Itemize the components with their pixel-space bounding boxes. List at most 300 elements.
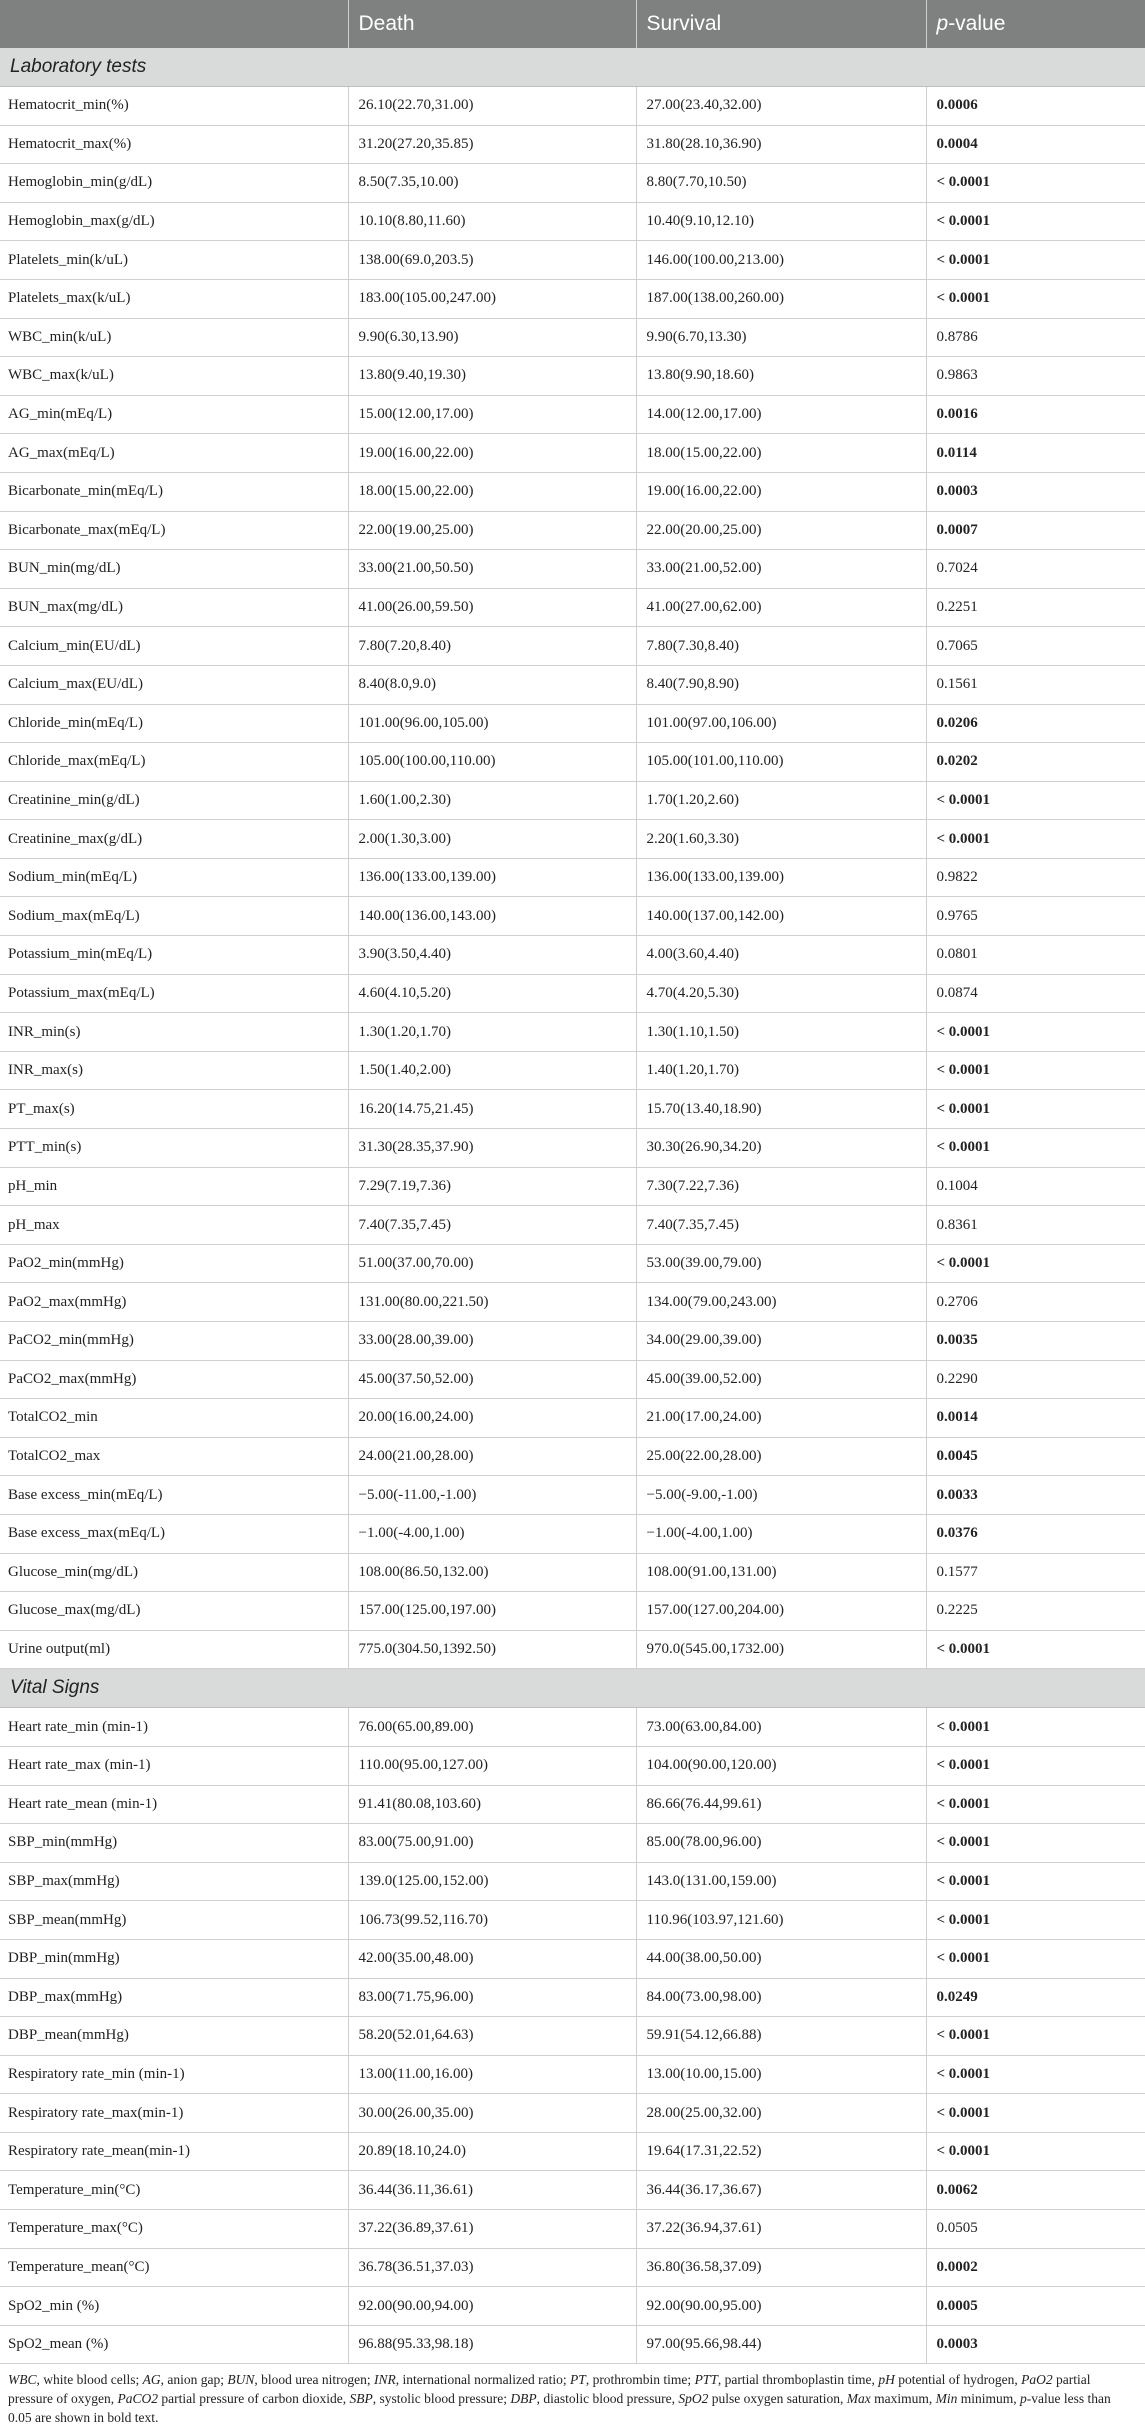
cell-death: 775.0(304.50,1392.50) xyxy=(348,1630,636,1669)
cell-survival: 36.44(36.17,36.67) xyxy=(636,2171,926,2210)
cell-p-value: 0.0874 xyxy=(926,974,1145,1013)
table-row xyxy=(0,1051,1145,1090)
cell-p-value: 0.0035 xyxy=(926,1322,1145,1361)
cell-death: 136.00(133.00,139.00) xyxy=(348,858,636,897)
table-row xyxy=(0,2210,1145,2249)
table-row xyxy=(0,1514,1145,1553)
cell-p-value: 0.8786 xyxy=(926,318,1145,357)
cell-death: 101.00(96.00,105.00) xyxy=(348,704,636,743)
header-variable xyxy=(0,0,348,48)
cell-death: −5.00(-11.00,-1.00) xyxy=(348,1476,636,1515)
cell-variable: DBP_mean(mmHg) xyxy=(0,2017,348,2056)
cell-p-value: < 0.0001 xyxy=(926,1901,1145,1940)
cell-variable: TotalCO2_max xyxy=(0,1437,348,1476)
table-row xyxy=(0,2094,1145,2133)
cell-variable: Sodium_min(mEq/L) xyxy=(0,858,348,897)
cell-p-value: 0.9822 xyxy=(926,858,1145,897)
footnote-text: pulse oxygen saturation, xyxy=(708,2391,847,2407)
cell-variable: SBP_mean(mmHg) xyxy=(0,1901,348,1940)
table-row xyxy=(0,1283,1145,1322)
cell-variable: Hemoglobin_max(g/dL) xyxy=(0,202,348,241)
cell-variable: INR_min(s) xyxy=(0,1013,348,1052)
table-row xyxy=(0,1322,1145,1361)
header-p-rest: -value xyxy=(948,12,1006,35)
cell-variable: Urine output(ml) xyxy=(0,1630,348,1669)
cell-p-value: < 0.0001 xyxy=(926,1090,1145,1129)
cell-p-value: 0.2290 xyxy=(926,1360,1145,1399)
table-row xyxy=(0,1978,1145,2017)
footnote-abbrev: Max xyxy=(846,2391,871,2407)
footnote-text: -value less than 0.05 are shown in bold text. xyxy=(8,2391,1111,2426)
footnote-text: partial pressure of carbon dioxide, xyxy=(157,2391,350,2407)
table-row xyxy=(0,1437,1145,1476)
table-row xyxy=(0,2325,1145,2364)
cell-survival: 14.00(12.00,17.00) xyxy=(636,395,926,434)
footnote-abbrev: PT xyxy=(570,2372,586,2388)
cell-p-value: 0.8361 xyxy=(926,1206,1145,1245)
cell-death: 37.22(36.89,37.61) xyxy=(348,2210,636,2249)
table-row xyxy=(0,820,1145,859)
table-row xyxy=(0,1630,1145,1669)
cell-p-value: < 0.0001 xyxy=(926,820,1145,859)
cell-p-value: 0.1561 xyxy=(926,665,1145,704)
cell-p-value: 0.9863 xyxy=(926,357,1145,396)
cell-variable: Base excess_min(mEq/L) xyxy=(0,1476,348,1515)
cell-death: 108.00(86.50,132.00) xyxy=(348,1553,636,1592)
cell-p-value: 0.0006 xyxy=(926,87,1145,126)
cell-variable: Base excess_max(mEq/L) xyxy=(0,1514,348,1553)
cell-variable: Bicarbonate_max(mEq/L) xyxy=(0,511,348,550)
cell-survival: 2.20(1.60,3.30) xyxy=(636,820,926,859)
cell-death: 2.00(1.30,3.00) xyxy=(348,820,636,859)
table-row xyxy=(0,1939,1145,1978)
cell-death: 4.60(4.10,5.20) xyxy=(348,974,636,1013)
cell-death: 157.00(125.00,197.00) xyxy=(348,1592,636,1631)
cell-survival: 19.64(17.31,22.52) xyxy=(636,2132,926,2171)
cell-variable: BUN_max(mg/dL) xyxy=(0,588,348,627)
table-row xyxy=(0,781,1145,820)
table-row xyxy=(0,395,1145,434)
cell-variable: Platelets_min(k/uL) xyxy=(0,241,348,280)
footnote-text: , anion gap; xyxy=(160,2372,228,2388)
cell-survival: 143.0(131.00,159.00) xyxy=(636,1862,926,1901)
header-p-italic: p xyxy=(936,12,949,35)
cell-death: 139.0(125.00,152.00) xyxy=(348,1862,636,1901)
cell-variable: DBP_max(mmHg) xyxy=(0,1978,348,2017)
cell-variable: Temperature_min(°C) xyxy=(0,2171,348,2210)
footnote-text: , prothrombin time; xyxy=(585,2372,695,2388)
cell-variable: SpO2_min (%) xyxy=(0,2287,348,2326)
footnote-abbrev: SpO2 xyxy=(678,2391,709,2407)
cell-survival: 25.00(22.00,28.00) xyxy=(636,1437,926,1476)
cell-variable: Bicarbonate_min(mEq/L) xyxy=(0,472,348,511)
cell-death: 8.40(8.0,9.0) xyxy=(348,665,636,704)
cell-survival: 4.70(4.20,5.30) xyxy=(636,974,926,1013)
cell-p-value: < 0.0001 xyxy=(926,1746,1145,1785)
cell-death: 13.80(9.40,19.30) xyxy=(348,357,636,396)
footnote-text: , blood urea nitrogen; xyxy=(254,2372,374,2388)
cell-p-value: < 0.0001 xyxy=(926,202,1145,241)
cell-survival: 136.00(133.00,139.00) xyxy=(636,858,926,897)
cell-survival: 21.00(17.00,24.00) xyxy=(636,1399,926,1438)
cell-p-value: 0.0801 xyxy=(926,936,1145,975)
table-row xyxy=(0,357,1145,396)
cell-p-value: < 0.0001 xyxy=(926,279,1145,318)
cell-survival: 146.00(100.00,213.00) xyxy=(636,241,926,280)
cell-survival: 27.00(23.40,32.00) xyxy=(636,87,926,126)
cell-p-value: < 0.0001 xyxy=(926,1785,1145,1824)
cell-survival: 30.30(26.90,34.20) xyxy=(636,1129,926,1168)
cell-variable: BUN_min(mg/dL) xyxy=(0,550,348,589)
cell-survival: 101.00(97.00,106.00) xyxy=(636,704,926,743)
cell-survival: 19.00(16.00,22.00) xyxy=(636,472,926,511)
cell-p-value: 0.0007 xyxy=(926,511,1145,550)
cell-survival: 73.00(63.00,84.00) xyxy=(636,1708,926,1747)
cell-death: 15.00(12.00,17.00) xyxy=(348,395,636,434)
cell-variable: Calcium_max(EU/dL) xyxy=(0,665,348,704)
cell-death: 91.41(80.08,103.60) xyxy=(348,1785,636,1824)
cell-death: 9.90(6.30,13.90) xyxy=(348,318,636,357)
header-death: Death xyxy=(348,0,636,48)
cell-survival: 28.00(25.00,32.00) xyxy=(636,2094,926,2133)
cell-variable: Glucose_max(mg/dL) xyxy=(0,1592,348,1631)
cell-p-value: 0.2251 xyxy=(926,588,1145,627)
cell-variable: Chloride_min(mEq/L) xyxy=(0,704,348,743)
cell-survival: 36.80(36.58,37.09) xyxy=(636,2248,926,2287)
cell-p-value: 0.1577 xyxy=(926,1553,1145,1592)
cell-variable: Creatinine_max(g/dL) xyxy=(0,820,348,859)
cell-variable: Potassium_max(mEq/L) xyxy=(0,974,348,1013)
cell-p-value: < 0.0001 xyxy=(926,1129,1145,1168)
table-row xyxy=(0,936,1145,975)
footnote-abbrev: SBP xyxy=(349,2391,373,2407)
cell-survival: 18.00(15.00,22.00) xyxy=(636,434,926,473)
cell-survival: 110.96(103.97,121.60) xyxy=(636,1901,926,1940)
cell-death: 31.20(27.20,35.85) xyxy=(348,125,636,164)
cell-survival: 134.00(79.00,243.00) xyxy=(636,1283,926,1322)
cell-death: 26.10(22.70,31.00) xyxy=(348,87,636,126)
cell-p-value: < 0.0001 xyxy=(926,1013,1145,1052)
cell-variable: WBC_min(k/uL) xyxy=(0,318,348,357)
cell-survival: 13.00(10.00,15.00) xyxy=(636,2055,926,2094)
cell-death: 41.00(26.00,59.50) xyxy=(348,588,636,627)
cell-death: 19.00(16.00,22.00) xyxy=(348,434,636,473)
footnote-text: , white blood cells; xyxy=(36,2372,143,2388)
cell-p-value: 0.0002 xyxy=(926,2248,1145,2287)
cell-death: 51.00(37.00,70.00) xyxy=(348,1244,636,1283)
cell-p-value: < 0.0001 xyxy=(926,2132,1145,2171)
cell-death: 31.30(28.35,37.90) xyxy=(348,1129,636,1168)
footnote-text: maximum, xyxy=(870,2391,936,2407)
cell-survival: 45.00(39.00,52.00) xyxy=(636,1360,926,1399)
cell-death: 140.00(136.00,143.00) xyxy=(348,897,636,936)
cell-death: 105.00(100.00,110.00) xyxy=(348,743,636,782)
table-row xyxy=(0,434,1145,473)
table-row xyxy=(0,1360,1145,1399)
table-row xyxy=(0,743,1145,782)
cell-p-value: 0.9765 xyxy=(926,897,1145,936)
cell-variable: AG_max(mEq/L) xyxy=(0,434,348,473)
cell-p-value: 0.0045 xyxy=(926,1437,1145,1476)
cell-survival: 140.00(137.00,142.00) xyxy=(636,897,926,936)
cell-survival: 105.00(101.00,110.00) xyxy=(636,743,926,782)
cell-survival: 59.91(54.12,66.88) xyxy=(636,2017,926,2056)
cell-death: 106.73(99.52,116.70) xyxy=(348,1901,636,1940)
cell-p-value: < 0.0001 xyxy=(926,1051,1145,1090)
cell-p-value: < 0.0001 xyxy=(926,2017,1145,2056)
cell-p-value: 0.0004 xyxy=(926,125,1145,164)
table-row xyxy=(0,858,1145,897)
cell-death: 33.00(28.00,39.00) xyxy=(348,1322,636,1361)
table-row xyxy=(0,2055,1145,2094)
cell-p-value: < 0.0001 xyxy=(926,241,1145,280)
table-row xyxy=(0,704,1145,743)
cell-variable: Heart rate_mean (min-1) xyxy=(0,1785,348,1824)
cell-variable: pH_min xyxy=(0,1167,348,1206)
cell-variable: Temperature_mean(°C) xyxy=(0,2248,348,2287)
table-row xyxy=(0,1013,1145,1052)
cell-p-value: 0.2225 xyxy=(926,1592,1145,1631)
cell-variable: Heart rate_min (min-1) xyxy=(0,1708,348,1747)
footnote-text: , systolic blood pressure; xyxy=(372,2391,511,2407)
table-row xyxy=(0,1862,1145,1901)
cell-survival: 1.30(1.10,1.50) xyxy=(636,1013,926,1052)
footnote-abbrev: AG xyxy=(142,2372,161,2388)
cell-survival: 7.30(7.22,7.36) xyxy=(636,1167,926,1206)
footnote-abbrev: INR xyxy=(373,2372,396,2388)
cell-survival: 157.00(127.00,204.00) xyxy=(636,1592,926,1631)
cell-variable: DBP_min(mmHg) xyxy=(0,1939,348,1978)
cell-death: 7.29(7.19,7.36) xyxy=(348,1167,636,1206)
cell-death: 30.00(26.00,35.00) xyxy=(348,2094,636,2133)
cell-p-value: < 0.0001 xyxy=(926,2094,1145,2133)
cell-death: 83.00(75.00,91.00) xyxy=(348,1824,636,1863)
table-row xyxy=(0,1129,1145,1168)
cell-variable: Hemoglobin_min(g/dL) xyxy=(0,164,348,203)
footnote-abbrev: PaCO2 xyxy=(117,2391,158,2407)
footnote-text: , partial thromboplastin time, xyxy=(717,2372,879,2388)
table-row xyxy=(0,1476,1145,1515)
cell-p-value: < 0.0001 xyxy=(926,2055,1145,2094)
cell-death: 1.30(1.20,1.70) xyxy=(348,1013,636,1052)
footnote-abbrev: PTT xyxy=(694,2372,718,2388)
cell-death: 36.78(36.51,37.03) xyxy=(348,2248,636,2287)
cell-death: 131.00(80.00,221.50) xyxy=(348,1283,636,1322)
table-row xyxy=(0,318,1145,357)
cell-variable: Calcium_min(EU/dL) xyxy=(0,627,348,666)
cell-survival: 92.00(90.00,95.00) xyxy=(636,2287,926,2326)
cell-variable: SBP_max(mmHg) xyxy=(0,1862,348,1901)
cell-survival: −5.00(-9.00,-1.00) xyxy=(636,1476,926,1515)
cell-p-value: 0.0014 xyxy=(926,1399,1145,1438)
table-row xyxy=(0,1553,1145,1592)
cell-survival: 104.00(90.00,120.00) xyxy=(636,1746,926,1785)
cell-death: 92.00(90.00,94.00) xyxy=(348,2287,636,2326)
cell-survival: 1.40(1.20,1.70) xyxy=(636,1051,926,1090)
cell-p-value: < 0.0001 xyxy=(926,1244,1145,1283)
cell-variable: Sodium_max(mEq/L) xyxy=(0,897,348,936)
cell-survival: −1.00(-4.00,1.00) xyxy=(636,1514,926,1553)
cell-survival: 85.00(78.00,96.00) xyxy=(636,1824,926,1863)
table-row xyxy=(0,87,1145,126)
cell-survival: 53.00(39.00,79.00) xyxy=(636,1244,926,1283)
cell-variable: Temperature_max(°C) xyxy=(0,2210,348,2249)
footnote-abbrev: DBP xyxy=(510,2391,537,2407)
cell-death: 10.10(8.80,11.60) xyxy=(348,202,636,241)
cell-variable: pH_max xyxy=(0,1206,348,1245)
cell-death: 13.00(11.00,16.00) xyxy=(348,2055,636,2094)
cell-survival: 37.22(36.94,37.61) xyxy=(636,2210,926,2249)
cell-p-value: 0.0033 xyxy=(926,1476,1145,1515)
table-row xyxy=(0,1399,1145,1438)
cell-variable: PaCO2_min(mmHg) xyxy=(0,1322,348,1361)
cell-p-value: < 0.0001 xyxy=(926,164,1145,203)
cell-survival: 22.00(20.00,25.00) xyxy=(636,511,926,550)
cell-variable: Chloride_max(mEq/L) xyxy=(0,743,348,782)
table-row xyxy=(0,1901,1145,1940)
cell-death: 76.00(65.00,89.00) xyxy=(348,1708,636,1747)
section-header xyxy=(0,1669,1145,1708)
cell-variable: Respiratory rate_min (min-1) xyxy=(0,2055,348,2094)
cell-death: 58.20(52.01,64.63) xyxy=(348,2017,636,2056)
cell-p-value: 0.7065 xyxy=(926,627,1145,666)
section-header xyxy=(0,48,1145,87)
cell-survival: 970.0(545.00,1732.00) xyxy=(636,1630,926,1669)
cell-p-value: < 0.0001 xyxy=(926,1824,1145,1863)
footnote-text: partial pressure of oxygen, xyxy=(8,2372,1091,2407)
cell-survival: 8.40(7.90,8.90) xyxy=(636,665,926,704)
table-row xyxy=(0,627,1145,666)
cell-variable: PaO2_min(mmHg) xyxy=(0,1244,348,1283)
cell-variable: Potassium_min(mEq/L) xyxy=(0,936,348,975)
cell-variable: SBP_min(mmHg) xyxy=(0,1824,348,1863)
cell-death: 83.00(71.75,96.00) xyxy=(348,1978,636,2017)
table-row xyxy=(0,1206,1145,1245)
cell-survival: 7.80(7.30,8.40) xyxy=(636,627,926,666)
cell-death: 7.80(7.20,8.40) xyxy=(348,627,636,666)
cell-variable: Glucose_min(mg/dL) xyxy=(0,1553,348,1592)
cell-survival: 41.00(27.00,62.00) xyxy=(636,588,926,627)
table-row xyxy=(0,897,1145,936)
cell-p-value: 0.2706 xyxy=(926,1283,1145,1322)
cell-survival: 13.80(9.90,18.60) xyxy=(636,357,926,396)
footnote-abbrev: Min xyxy=(935,2391,958,2407)
footnote-text: , diastolic blood pressure, xyxy=(536,2391,679,2407)
cell-variable: PT_max(s) xyxy=(0,1090,348,1129)
table-row xyxy=(0,472,1145,511)
cell-death: 42.00(35.00,48.00) xyxy=(348,1939,636,1978)
table-row xyxy=(0,2287,1145,2326)
cell-survival: 10.40(9.10,12.10) xyxy=(636,202,926,241)
cell-variable: TotalCO2_min xyxy=(0,1399,348,1438)
footnote-abbrev: WBC xyxy=(8,2372,37,2388)
table-footnote xyxy=(0,2364,1145,2427)
section-title: Laboratory tests xyxy=(0,48,1145,87)
table-row xyxy=(0,2017,1145,2056)
table-row xyxy=(0,665,1145,704)
table-row xyxy=(0,1785,1145,1824)
cell-variable: PaCO2_max(mmHg) xyxy=(0,1360,348,1399)
cell-death: 8.50(7.35,10.00) xyxy=(348,164,636,203)
cell-death: 1.60(1.00,2.30) xyxy=(348,781,636,820)
table-row xyxy=(0,2171,1145,2210)
cell-variable: Hematocrit_min(%) xyxy=(0,87,348,126)
cell-death: 33.00(21.00,50.50) xyxy=(348,550,636,589)
cell-p-value: < 0.0001 xyxy=(926,1708,1145,1747)
table-body xyxy=(0,48,1145,2364)
table-row xyxy=(0,550,1145,589)
cell-survival: 86.66(76.44,99.61) xyxy=(636,1785,926,1824)
footnote-abbrev: p xyxy=(1020,2391,1027,2407)
cell-death: 183.00(105.00,247.00) xyxy=(348,279,636,318)
footnote-abbrev: pH xyxy=(878,2372,895,2388)
table-row xyxy=(0,1244,1145,1283)
cell-p-value: 0.0249 xyxy=(926,1978,1145,2017)
cell-variable: Creatinine_min(g/dL) xyxy=(0,781,348,820)
cell-survival: 44.00(38.00,50.00) xyxy=(636,1939,926,1978)
cell-p-value: 0.0206 xyxy=(926,704,1145,743)
cell-p-value: 0.0376 xyxy=(926,1514,1145,1553)
cell-p-value: 0.0003 xyxy=(926,2325,1145,2364)
cell-death: 20.89(18.10,24.0) xyxy=(348,2132,636,2171)
cell-p-value: < 0.0001 xyxy=(926,781,1145,820)
cell-death: 138.00(69.0,203.5) xyxy=(348,241,636,280)
cell-death: −1.00(-4.00,1.00) xyxy=(348,1514,636,1553)
footnote-abbrev: PaO2 xyxy=(1021,2372,1053,2388)
cell-variable: SpO2_mean (%) xyxy=(0,2325,348,2364)
table-row xyxy=(0,974,1145,1013)
cell-variable: WBC_max(k/uL) xyxy=(0,357,348,396)
table-row xyxy=(0,1090,1145,1129)
cell-variable: AG_min(mEq/L) xyxy=(0,395,348,434)
cell-p-value: 0.0505 xyxy=(926,2210,1145,2249)
table-row xyxy=(0,1824,1145,1863)
cell-variable: PTT_min(s) xyxy=(0,1129,348,1168)
cell-variable: Respiratory rate_mean(min-1) xyxy=(0,2132,348,2171)
cell-survival: 1.70(1.20,2.60) xyxy=(636,781,926,820)
table-row xyxy=(0,1708,1145,1747)
cell-p-value: 0.7024 xyxy=(926,550,1145,589)
table-row xyxy=(0,241,1145,280)
cell-survival: 33.00(21.00,52.00) xyxy=(636,550,926,589)
table-row xyxy=(0,279,1145,318)
table-header-row xyxy=(0,0,1145,48)
cell-variable: Respiratory rate_max(min-1) xyxy=(0,2094,348,2133)
table-row xyxy=(0,1746,1145,1785)
footnote-text: minimum, xyxy=(957,2391,1021,2407)
header-survival: Survival xyxy=(636,0,926,48)
cell-variable: PaO2_max(mmHg) xyxy=(0,1283,348,1322)
cell-p-value: 0.1004 xyxy=(926,1167,1145,1206)
cell-survival: 8.80(7.70,10.50) xyxy=(636,164,926,203)
cell-death: 7.40(7.35,7.45) xyxy=(348,1206,636,1245)
cell-p-value: 0.0016 xyxy=(926,395,1145,434)
cell-death: 110.00(95.00,127.00) xyxy=(348,1746,636,1785)
cell-survival: 187.00(138.00,260.00) xyxy=(636,279,926,318)
cell-p-value: 0.0005 xyxy=(926,2287,1145,2326)
table-row xyxy=(0,164,1145,203)
cell-p-value: < 0.0001 xyxy=(926,1630,1145,1669)
cell-p-value: 0.0114 xyxy=(926,434,1145,473)
table-row xyxy=(0,511,1145,550)
cell-survival: 84.00(73.00,98.00) xyxy=(636,1978,926,2017)
cell-survival: 15.70(13.40,18.90) xyxy=(636,1090,926,1129)
table-row xyxy=(0,588,1145,627)
cell-death: 24.00(21.00,28.00) xyxy=(348,1437,636,1476)
cell-p-value: 0.0202 xyxy=(926,743,1145,782)
cell-variable: Hematocrit_max(%) xyxy=(0,125,348,164)
table-row xyxy=(0,1167,1145,1206)
